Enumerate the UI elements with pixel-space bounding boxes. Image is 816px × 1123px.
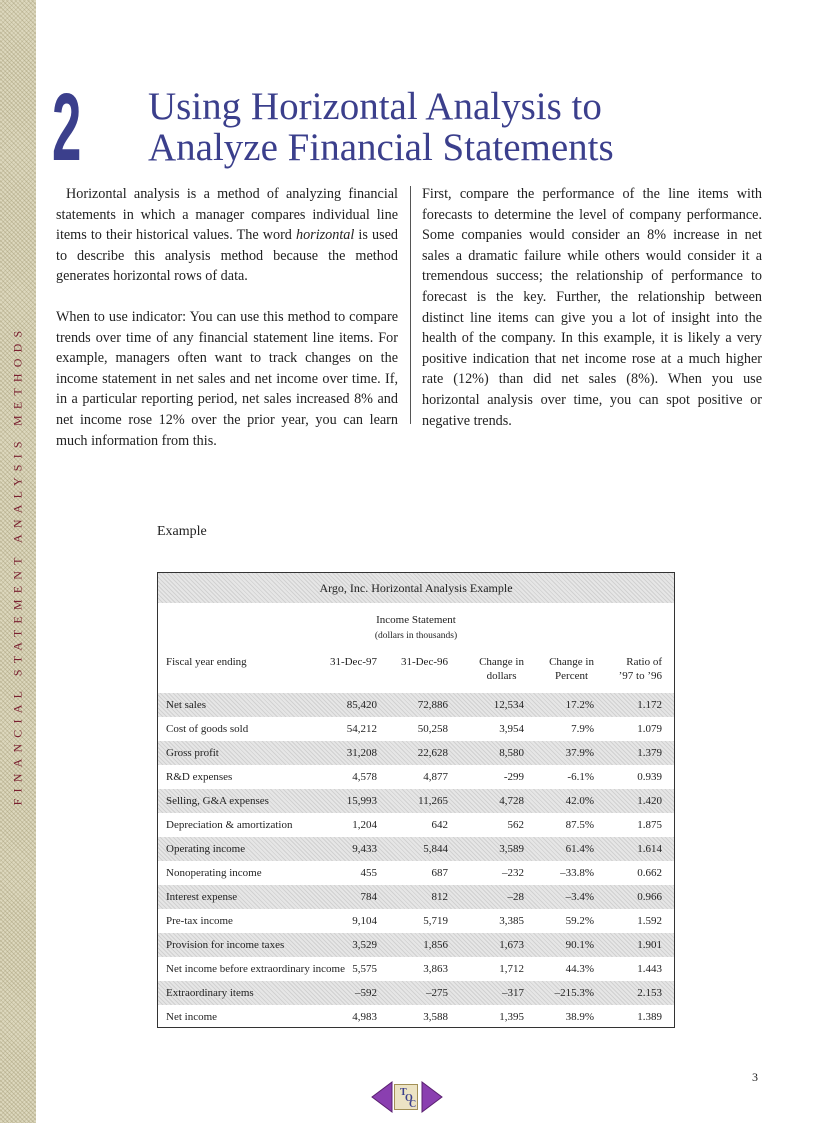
row-ratio: 1.875 — [637, 819, 662, 831]
row-change-percent: 44.3% — [565, 963, 594, 975]
row-value-1997: 54,212 — [346, 723, 377, 735]
body-column-right — [422, 184, 762, 431]
table-row — [158, 957, 674, 981]
row-change-percent: 38.9% — [565, 1011, 594, 1023]
paragraph-intro-text-b: is used to describe this analysis method because the method generates horizontal rows of data. — [56, 227, 398, 285]
row-value-1996: –275 — [426, 987, 448, 999]
table-of-contents-button[interactable] — [394, 1084, 418, 1110]
row-value-1997: 5,575 — [352, 963, 377, 975]
row-label: Net sales — [166, 699, 207, 711]
row-label: Pre-tax income — [166, 915, 233, 927]
row-value-1997: 455 — [360, 867, 377, 879]
paragraph-when-to-use: When to use indicator: You can use this method to compare trends over time of any financial statement line items. For example, managers often want to track changes on the income statement in net sales and net income over time. If, in a particular reporting period, net sales increased 8% and net income rose 12% over the prior year, you can learn much information from this. — [56, 308, 398, 449]
row-change-percent: 17.2% — [565, 699, 594, 711]
row-value-1997: –592 — [355, 987, 377, 999]
toc-letter-o: O — [405, 1093, 413, 1104]
row-change-percent: –33.8% — [560, 867, 594, 879]
table-row — [158, 789, 674, 813]
header-change-percent — [549, 655, 594, 683]
table-row — [158, 813, 674, 837]
row-value-1996: 687 — [431, 867, 448, 879]
chapter-title — [148, 86, 614, 168]
row-value-1997: 1,204 — [352, 819, 377, 831]
row-label: Selling, G&A expenses — [166, 795, 269, 807]
header-1996: 31-Dec-96 — [400, 656, 448, 668]
row-label: R&D expenses — [166, 771, 233, 783]
header-ratio-line1: Ratio of — [626, 656, 662, 668]
row-ratio: 0.966 — [637, 891, 662, 903]
row-value-1996: 1,856 — [423, 939, 448, 951]
row-value-1996: 4,877 — [423, 771, 448, 783]
row-label: Extraordinary items — [166, 987, 254, 999]
table-row — [158, 741, 674, 765]
row-change-dollars: 8,580 — [499, 747, 524, 759]
row-change-dollars: 3,954 — [499, 723, 524, 735]
row-change-percent: 7.9% — [571, 723, 594, 735]
row-value-1996: 3,588 — [423, 1011, 448, 1023]
row-change-percent: 61.4% — [565, 843, 594, 855]
table-title: Argo, Inc. Horizontal Analysis Example — [158, 573, 674, 603]
table-subtitle: Income Statement — [376, 614, 456, 626]
body-column-left — [56, 184, 398, 451]
header-ratio-line2: ’97 to ’96 — [618, 670, 662, 682]
previous-page-arrow-icon[interactable] — [370, 1080, 394, 1114]
table-row — [158, 909, 674, 933]
row-change-percent: 59.2% — [565, 915, 594, 927]
next-page-arrow-icon[interactable] — [420, 1080, 444, 1114]
row-ratio: 1.901 — [637, 939, 662, 951]
row-value-1996: 642 — [431, 819, 448, 831]
row-value-1997: 784 — [360, 891, 377, 903]
example-label: Example — [157, 524, 207, 539]
header-fiscal-year: Fiscal year ending — [166, 656, 247, 668]
row-change-dollars: –232 — [502, 867, 524, 879]
row-value-1996: 5,844 — [423, 843, 448, 855]
paragraph-intro-text-a: Horizontal analysis is a method of analyzing financial statements in which a manager compares individual line items to their historical values. The word — [56, 186, 398, 244]
row-value-1996: 50,258 — [417, 723, 448, 735]
row-change-dollars: 1,712 — [499, 963, 524, 975]
row-change-dollars: 4,728 — [499, 795, 524, 807]
row-label: Gross profit — [166, 747, 219, 759]
row-change-percent: 90.1% — [565, 939, 594, 951]
paragraph-intro-emphasis: horizontal — [295, 227, 355, 244]
row-ratio: 1.389 — [637, 1011, 662, 1023]
row-label: Provision for income taxes — [166, 939, 285, 951]
row-change-dollars: -299 — [503, 771, 524, 783]
row-value-1996: 3,863 — [423, 963, 448, 975]
paragraph-intro — [56, 184, 398, 287]
table-row — [158, 981, 674, 1005]
row-ratio: 1.614 — [637, 843, 662, 855]
header-1997: 31-Dec-97 — [329, 656, 377, 668]
row-change-dollars: –28 — [507, 891, 524, 903]
row-change-dollars: 1,395 — [499, 1011, 524, 1023]
row-change-dollars: 3,589 — [499, 843, 524, 855]
row-value-1997: 9,104 — [352, 915, 377, 927]
row-ratio: 1.172 — [637, 699, 662, 711]
row-label: Operating income — [166, 843, 246, 855]
row-change-dollars: –317 — [502, 987, 524, 999]
chapter-number: 2 — [52, 74, 82, 181]
row-ratio: 1.443 — [637, 963, 662, 975]
table-row — [158, 1005, 674, 1029]
header-change-percent-line1: Change in — [549, 656, 594, 668]
paragraph-compare: First, compare the performance of the line items with forecasts to determine the level of company performance. Some companies would consider an 8% increase in net sales a dramatic failure while others would consider it a tremendous success; the relationship of performance to forecast is the key. Further, the relationship between distinct line items can give you a lot of insight into the health of the company. In this example, it is likely a very positive indication that net income rose at a much higher rate (12%) than did net sales (8%). When you use horizontal analysis over time, you can spot positive or negative trends. — [422, 186, 762, 429]
row-ratio: 0.662 — [637, 867, 662, 879]
row-change-dollars: 562 — [507, 819, 524, 831]
header-ratio — [619, 655, 662, 683]
row-change-percent: 37.9% — [565, 747, 594, 759]
table-row — [158, 837, 674, 861]
header-change-dollars — [479, 655, 524, 683]
row-change-percent: -6.1% — [567, 771, 594, 783]
row-value-1997: 15,993 — [346, 795, 377, 807]
horizontal-analysis-table — [157, 572, 675, 1028]
table-header-row — [158, 655, 674, 689]
row-change-percent: –3.4% — [565, 891, 594, 903]
row-value-1996: 22,628 — [417, 747, 448, 759]
row-change-percent: 42.0% — [565, 795, 594, 807]
row-ratio: 1.379 — [637, 747, 662, 759]
header-change-dollars-line2: dollars — [486, 670, 517, 682]
row-change-dollars: 12,534 — [493, 699, 524, 711]
row-value-1996: 812 — [431, 891, 448, 903]
row-label: Depreciation & amortization — [166, 819, 293, 831]
table-row — [158, 861, 674, 885]
row-change-dollars: 1,673 — [499, 939, 524, 951]
row-change-dollars: 3,385 — [499, 915, 524, 927]
table-subtitle-units: (dollars in thousands) — [374, 631, 458, 641]
row-ratio: 1.420 — [637, 795, 662, 807]
row-label: Nonoperating income — [166, 867, 262, 879]
table-row — [158, 885, 674, 909]
row-label: Net income before extraordinary income — [166, 963, 345, 975]
row-ratio: 2.153 — [637, 987, 662, 999]
sidebar-section-title: FINANCIAL STATEMENT ANALYSIS METHODS — [10, 324, 25, 806]
row-change-percent: 87.5% — [565, 819, 594, 831]
row-value-1997: 9,433 — [352, 843, 377, 855]
page-number: 3 — [752, 1070, 758, 1084]
sidebar-strip — [0, 0, 36, 1123]
row-ratio: 1.592 — [637, 915, 662, 927]
row-value-1997: 3,529 — [352, 939, 377, 951]
row-ratio: 0.939 — [637, 771, 662, 783]
toc-navigation — [370, 1080, 450, 1114]
table-row — [158, 693, 674, 717]
toc-letter-c: C — [409, 1099, 417, 1110]
row-value-1997: 4,983 — [352, 1011, 377, 1023]
row-value-1997: 31,208 — [346, 747, 377, 759]
toc-letter-t: T — [400, 1087, 407, 1098]
header-change-dollars-line1: Change in — [479, 656, 524, 668]
row-value-1997: 85,420 — [346, 699, 377, 711]
row-value-1997: 4,578 — [352, 771, 377, 783]
table-row — [158, 765, 674, 789]
table-row — [158, 933, 674, 957]
chapter-title-line2: Analyze Financial Statements — [148, 126, 614, 169]
header-change-percent-line2: Percent — [555, 670, 589, 682]
column-divider — [410, 186, 411, 424]
row-label: Net income — [166, 1011, 218, 1023]
row-value-1996: 11,265 — [418, 795, 448, 807]
row-label: Interest expense — [166, 891, 238, 903]
row-value-1996: 5,719 — [423, 915, 448, 927]
chapter-title-line1: Using Horizontal Analysis to — [148, 85, 602, 128]
row-ratio: 1.079 — [637, 723, 662, 735]
row-change-percent: –215.3% — [554, 987, 594, 999]
row-label: Cost of goods sold — [166, 723, 249, 735]
table-row — [158, 717, 674, 741]
row-value-1996: 72,886 — [417, 699, 448, 711]
